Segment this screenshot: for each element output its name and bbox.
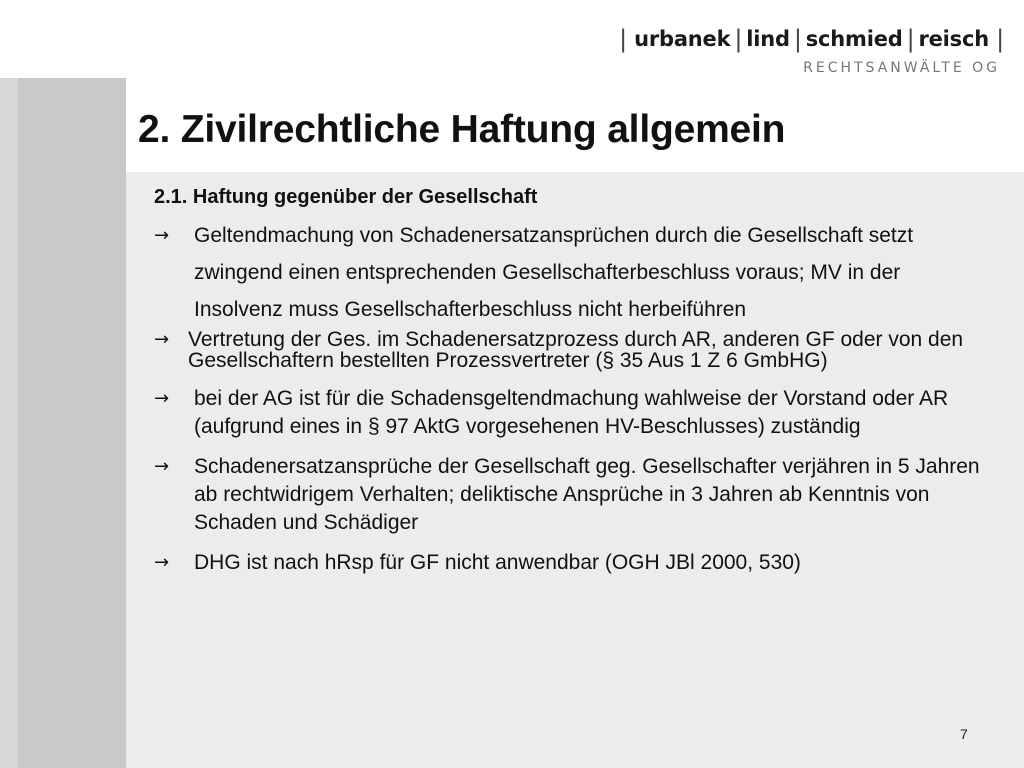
bullet-text: Geltendmachung von Schadenersatzansprüchen durch die Gesellschaft setzt zwingend einen entsprechenden Gesellschafterbeschluss voraus; MV in der Insolvenz muss Gesellschafterbeschluss nicht herbeiführen <box>194 224 914 321</box>
bullet-text: Schadenersatzansprüche der Gesellschaft geg. Gesellschafter verjähren in 5 Jahren ab rechtwidrigem Verhalten; deliktische Ansprüche in 3 Jahren ab Kenntnis von Schaden und Schädiger <box>194 455 980 534</box>
logo-name-reisch: reisch <box>918 27 989 51</box>
bullet-text: bei der AG ist für die Schadensgeltendmachung wahlweise der Vorstand oder AR (aufgrund eines in § 97 AktG vorgesehenen HV-Beschlusses) zuständig <box>194 387 949 438</box>
logo-separator: | <box>996 25 1004 53</box>
slide-title: 2. Zivilrechtliche Haftung allgemein <box>138 108 786 151</box>
logo-name-schmied: schmied <box>805 27 903 51</box>
logo-name-urbanek: urbanek <box>634 27 731 51</box>
left-sidebar-stripe <box>0 78 18 768</box>
arrow-icon: → <box>154 329 170 350</box>
bullet-item <box>154 217 994 328</box>
logo-subtitle: RECHTSANWÄLTE OG <box>803 60 1000 76</box>
bullet-item <box>154 329 994 371</box>
arrow-icon: → <box>154 388 170 409</box>
page-number: 7 <box>960 726 968 742</box>
logo-separator: | <box>619 25 627 53</box>
bullet-item <box>154 453 994 537</box>
bullet-text: DHG ist nach hRsp für GF nicht anwendbar (OGH JBl 2000, 530) <box>194 551 801 574</box>
bullet-text: Vertretung der Ges. im Schadenersatzprozess durch AR, anderen GF oder von den Gesellschaftern bestellten Prozessvertreter (§ 35 Aus 1 Z 6 GmbHG) <box>188 328 964 372</box>
left-sidebar-decoration <box>0 78 126 768</box>
logo-separator: | <box>906 25 915 53</box>
firm-logo <box>619 24 1004 76</box>
section-subheading: 2.1. Haftung gegenüber der Gesellschaft <box>154 186 538 208</box>
arrow-icon: → <box>154 225 170 246</box>
logo-separator: | <box>734 25 743 53</box>
bullet-item <box>154 549 994 577</box>
arrow-icon: → <box>154 552 170 573</box>
arrow-icon: → <box>154 456 170 477</box>
slide-body <box>154 186 994 589</box>
logo-separator: | <box>793 25 802 53</box>
logo-name-lind: lind <box>746 27 790 51</box>
bullet-item <box>154 385 994 441</box>
logo-names <box>619 24 1004 52</box>
